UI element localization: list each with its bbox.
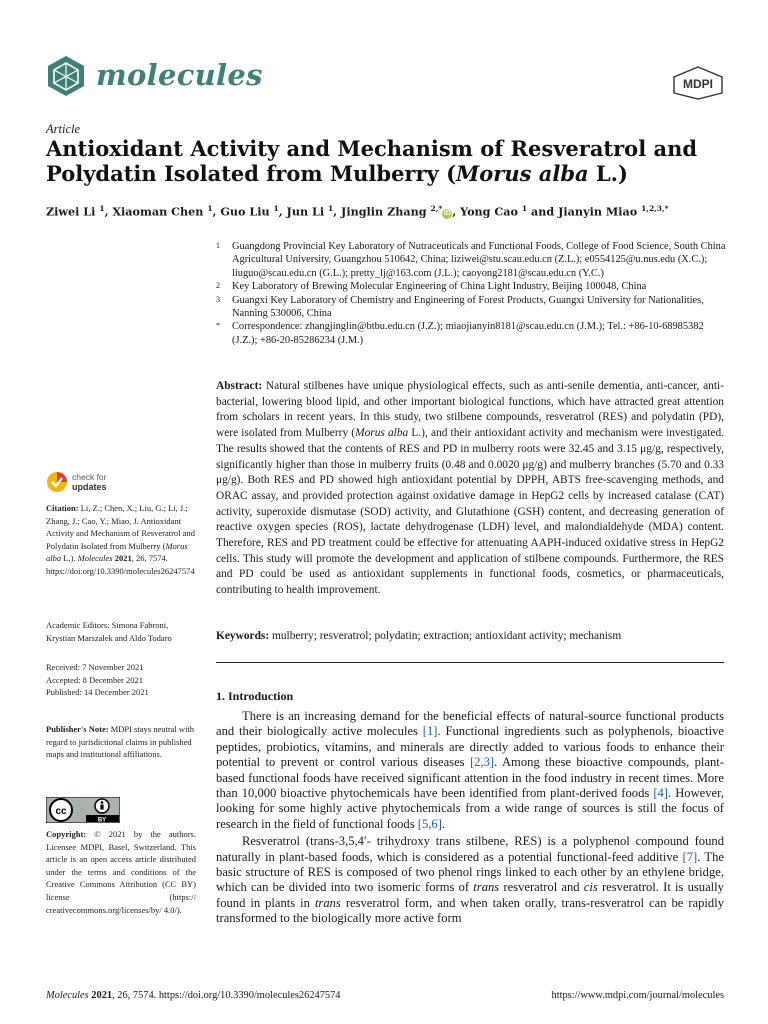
affiliation-text: Guangdong Provincial Key Laboratory of Nutraceuticals and Functional Foods, College of Food Science, South China Agricultural University, Guangzhou 510642, China; liziwei@stu.scau.edu.cn (Z.L.); e0554125@u.nus.edu (X.C.); liuguo@scau.edu.cn (G.L.); pretty_lj@163.com (J.L.); caoyong2181@scau.edu.cn (Y.C.): [232, 241, 726, 279]
citation-link[interactable]: [5,6]: [417, 816, 442, 831]
affiliation-item: [216, 320, 728, 347]
affiliations: [216, 240, 728, 347]
mdpi-wordmark: MDPI: [683, 77, 713, 91]
affiliation-item: [216, 280, 728, 293]
author-list: Ziwei Li $^1$, Xiaoman Chen $^1$, Guo Liu $^1$, Jun Li $^1$, Jinglin Zhang $^{2,*}$iD , Yong Cao $^1$ and Jianyin Miao $^{1,2,3,*}$: [46, 204, 669, 219]
affiliation-marker: 1: [521, 204, 528, 213]
check-for-updates-badge[interactable]: [46, 469, 156, 495]
paragraph: Resveratrol (trans-3,5,4′- trihydroxy trans stilbene, RES) is a polyphenol compound found naturally in plant-based foods, which is considered as a potential functional-feed additive [7]. The basic structure of RES is composed of two phenol rings linked to each other by an ethylene bridge, which can be divided into two isomeric forms of trans resveratrol and cis resveratrol. It is usually found in plants in trans resveratrol form, and when taken orally, trans-resveratrol can be rapidly transformed to the biologically more active form: [216, 834, 724, 926]
affiliation-marker: 1: [99, 204, 105, 213]
abstract-label: Abstract:: [216, 380, 263, 392]
affiliation-item: [216, 240, 728, 280]
affiliation-marker: 1,2,3,*: [641, 204, 669, 213]
affiliation-marker: 2,*: [430, 204, 443, 213]
abstract: Abstract: Natural stilbenes have unique physiological effects, such as anti-senile dementia, anti-cancer, anti-bacterial, lowering blood lipid, and other important biological functions, which have attracted great attention from scholars in recent years. In this study, two stilbene compounds, resveratrol (RES) and polydatin (PD), were isolated from Mulberry (Morus alba L.), and their antioxidant activity and mechanism were investigated. The results showed that the contents of RES and PD in mulberry roots were 32.45 and 3.15 μg/g, respectively, significantly higher than those in mulberry fruits (0.48 and 0.0020 μg/g) and mulberry branches (5.70 and 0.33 μg/g). Both RES and PD showed high antioxidant potential by DPPH, ABTS free-scavenging methods, and ORAC assay, and provided protection against oxidative damage in HepG2 cells by increased catalase (CAT) activity, superoxide dismutase (SOD) activity, and Glutathione (GSH) content, and decreasing generation of reactive oxygen species (ROS), lactate dehydrogenase (LDH) level, and malondialdehyde (MDA) content. Therefore, RES and PD treatment could be effective for attenuating AAPH-induced oxidative stress in HepG2 cells. This study will promote the development and application of stilbene compounds. Furthermore, the RES and PD could be used as antioxidant supplements in functional foods, cosmetics, or pharmaceuticals, contributing to health improvement.: [216, 380, 724, 597]
citation-link[interactable]: [2,3]: [469, 755, 495, 770]
check-label: check for: [72, 472, 107, 482]
citation-link[interactable]: [1]: [422, 724, 438, 739]
citation-link[interactable]: [7]: [682, 849, 698, 864]
academic-editors: Academic Editors: Simona Fabroni, Krystian Marszałek and Aldo Todaro: [46, 620, 172, 643]
author-name: Jinglin Zhang: [341, 204, 427, 219]
paragraph: There is an increasing demand for the beneficial effects of natural-source functional products and their biologically active molecules [1]. Functional ingredients such as polyphenols, bioactive peptides, probiotics, vitamins, and minerals are directly added to various foods to enhance their potential to prevent or control various diseases [2,3]. Among these bioactive compounds, plant-based functional foods have received significant attention in the food industry in recent times. More than 10,000 bioactive phytochemicals have been identified from plant-derived foods [4]. However, looking for some highly active phytochemicals from a wide range of sources is still the focus of research in the field of functional foods [5,6].: [216, 709, 724, 831]
affiliation-marker: 1: [328, 204, 334, 213]
affiliation-text: Guangxi Key Laboratory of Chemistry and Engineering of Forest Products, Guangxi University for Nationalities, Nanning 530006, China: [232, 294, 704, 320]
title-line-2: Polydatin Isolated from Mulberry (Morus alba L.): [46, 161, 628, 186]
affiliation-marker: 2: [216, 281, 220, 291]
citation-link[interactable]: [4]: [653, 786, 668, 801]
citation: Citation: Li, Z.; Chen, X.; Liu, G.; Li, J.; Zhang, J.; Cao, Y.; Miao, J. Antioxidant Activity and Mechanism of Resveratrol and Polydatin Isolated from Mulberry (Morus alba L.). Molecules 2021, 26, 7574. https://doi.org/10.3390/molecules26247574: [46, 503, 195, 576]
publication-dates: [46, 661, 196, 699]
updates-label: updates: [72, 482, 107, 492]
cc-label: cc: [55, 806, 67, 817]
author-name: Xiaoman Chen: [112, 204, 204, 219]
author-name: Guo Liu: [220, 204, 270, 219]
page-footer: [46, 990, 724, 1001]
by-label: BY: [97, 817, 107, 823]
affiliation-marker: 3: [216, 294, 220, 304]
molecules-logo-icon: [44, 54, 88, 98]
orcid-icon[interactable]: iD: [443, 209, 451, 217]
affiliation-marker: 1: [273, 204, 279, 213]
title-line-1: Antioxidant Activity and Mechanism of Resveratrol and: [46, 136, 698, 161]
section-divider: [216, 662, 724, 663]
received-date: Received: 7 November 2021: [46, 662, 144, 672]
publisher-note: Publisher's Note: MDPI stays neutral with regard to jurisdictional claims in published maps and institutional affiliations.: [46, 724, 195, 760]
check-updates-icon: [46, 471, 68, 493]
footer-citation[interactable]: Molecules 2021, 26, 7574. https://doi.org/10.3390/molecules26247574: [46, 990, 341, 1001]
cc-by-license-icon[interactable]: [46, 797, 120, 823]
journal-header: [44, 54, 724, 100]
affiliation-marker: *: [216, 321, 220, 331]
copyright-notice: Copyright: © 2021 by the authors. Licensee MDPI, Basel, Switzerland. This article is an open access article distributed under the terms and conditions of the Creative Commons Attribution (CC BY) license (https:// creativecommons.org/licenses/by/ 4.0/).: [46, 829, 196, 915]
affiliation-marker: 1: [216, 241, 220, 250]
introduction-body: [216, 709, 724, 929]
section-heading: 1. Introduction: [216, 689, 294, 703]
affiliation-marker: 1: [207, 204, 213, 213]
published-date: Published: 14 December 2021: [46, 687, 149, 698]
article-title: [46, 136, 726, 186]
author-name: Yong Cao: [460, 204, 519, 219]
affiliation-text: Correspondence: zhangjinglin@btbu.edu.cn (J.Z.); miaojianyin8181@scau.edu.cn (J.M.); Tel.: +86-10-68985382 (J.Z.); +86-20-85286234 (J.M.): [232, 321, 704, 346]
journal-name: molecules: [96, 58, 263, 92]
affiliation-text: Key Laboratory of Brewing Molecular Engineering of China Light Industry, Beijing 100048, China: [232, 281, 647, 293]
keywords: Keywords: mulberry; resveratrol; polydatin; extraction; antioxidant activity; mechanism: [216, 630, 622, 642]
article-type: Article: [46, 122, 81, 136]
mdpi-logo-icon: [672, 66, 724, 100]
author-name: Jun Li: [286, 204, 325, 219]
affiliation-item: [216, 294, 728, 321]
journal-url-link[interactable]: https://www.mdpi.com/journal/molecules: [551, 990, 724, 1001]
author-name: Jianyin Miao: [558, 204, 638, 219]
keywords-label: Keywords:: [216, 630, 270, 642]
author-name: Ziwei Li: [46, 204, 96, 219]
accepted-date: Accepted: 8 December 2021: [46, 674, 143, 685]
